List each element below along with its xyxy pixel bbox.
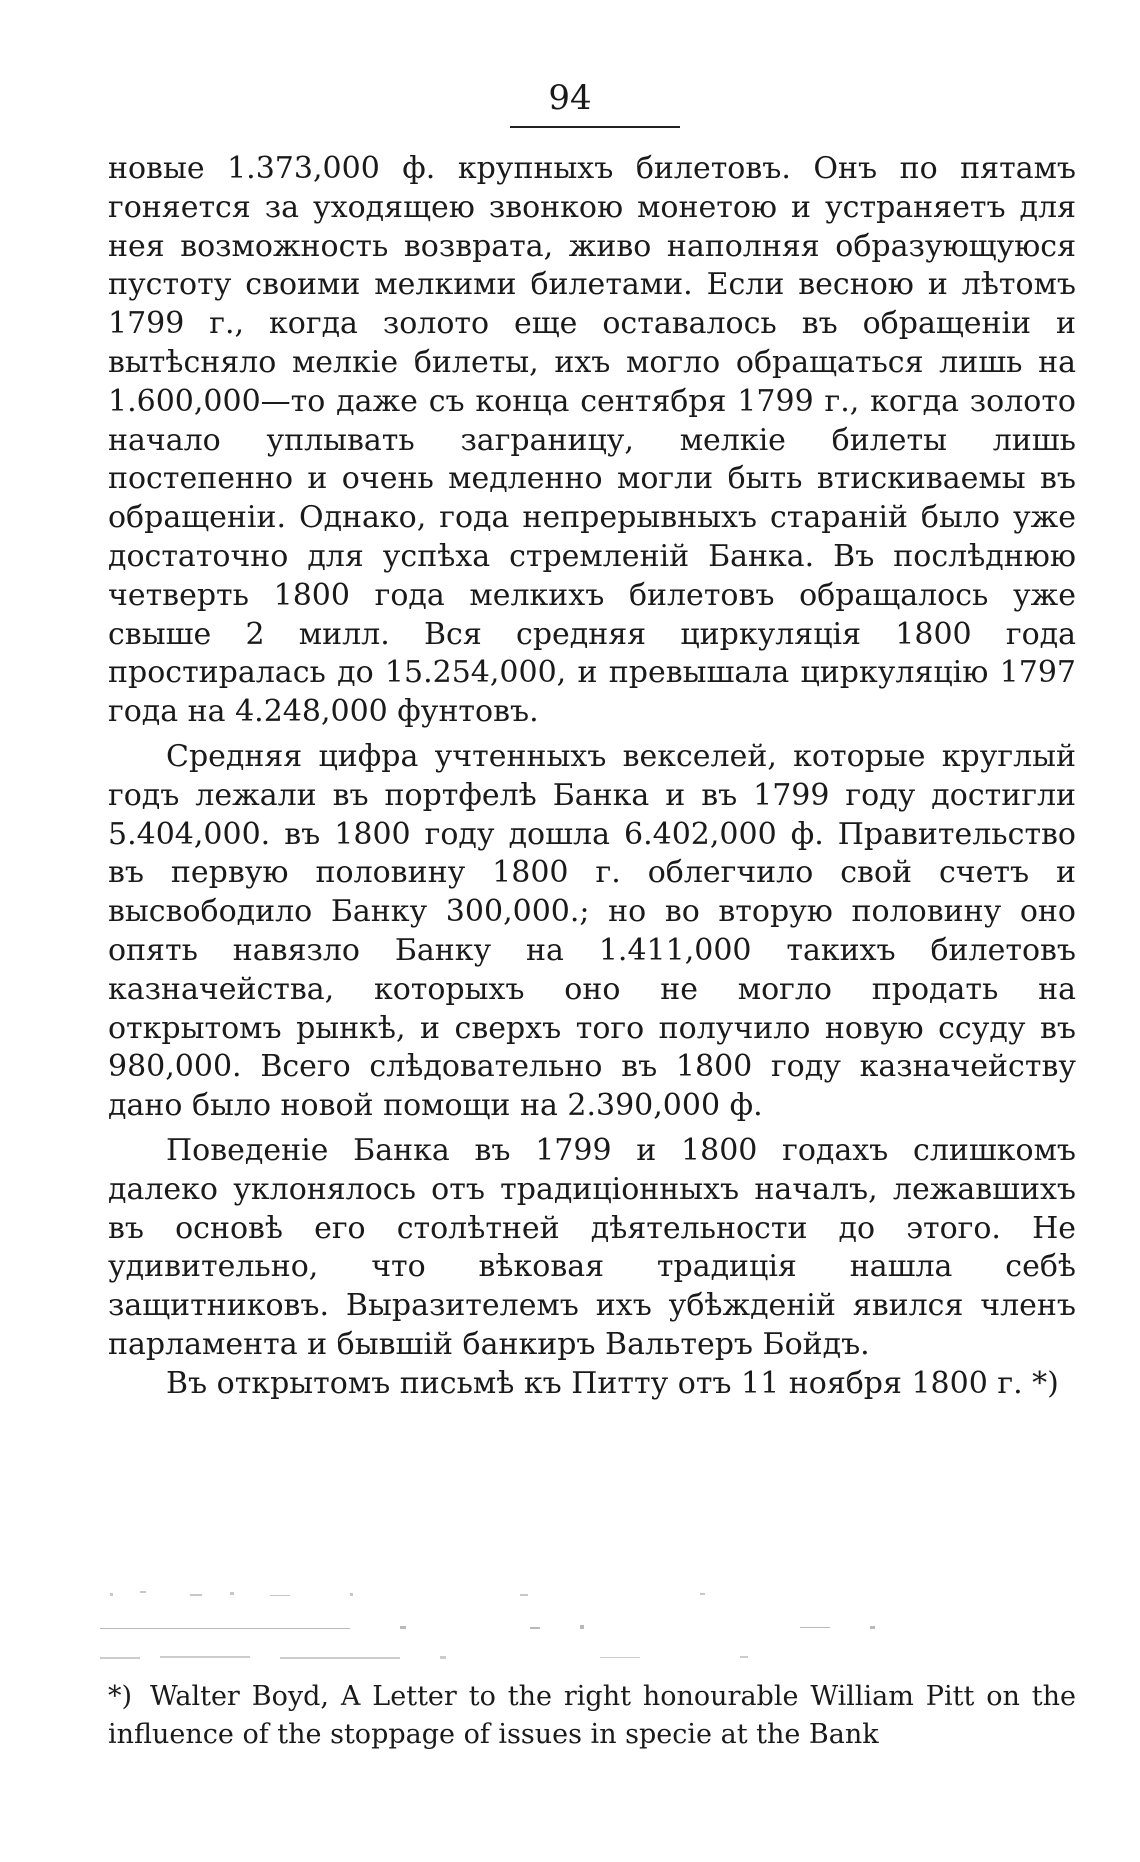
- page-header: [0, 78, 1140, 118]
- paragraph-1: новые 1.373,000 ф. крупныхъ билетовъ. Онъ по пятамъ гоняется за уходящею звонкою монетою и устраняетъ для нея возможность возврата, живо наполняя образующуюся пустоту своими мелкими билетами. Если весною и лѣтомъ 1799 г., когда золото еще оставалось въ обращеніи и вытѣсняло мелкіе билеты, ихъ могло обращаться лишь на 1.600,000—то даже съ конца сентября 1799 г., когда золото начало уплывать заграницу, мелкіе билеты лишь постепенно и очень медленно могли быть втискиваемы въ обращеніи. Однако, года непрерывныхъ стараній было уже достаточно для успѣха стремленій Банка. Въ послѣднюю четверть 1800 года мелкихъ билетовъ обращалось уже свыше 2 милл. Вся средняя циркуляція 1800 года простиралась до 15.254,000, и превышала циркуляцію 1797 года на 4.248,000 фунтовъ.: [108, 151, 1076, 730]
- header-rule: [510, 126, 680, 128]
- main-text: [108, 150, 1076, 1404]
- paragraph-3: Поведеніе Банка въ 1799 и 1800 годахъ слишкомъ далеко уклонялось отъ традиціонныхъ началъ, лежавшихъ въ основѣ его столѣтней дѣятельности до этого. Не удивительно, что вѣковая традиція нашла себѣ защитниковъ. Выразителемъ ихъ убѣжденій явился членъ парламента и бывшій банкиръ Вальтеръ Бойдъ.: [108, 1132, 1076, 1362]
- paragraph-2: Средняя цифра учтенныхъ векселей, которые круглый годъ лежали въ портфелѣ Банка и въ 1799 году достигли 5.404,000. въ 1800 году дошла 6.402,000 ф. Правительство въ первую половину 1800 г. облегчило свой счетъ и высвободило Банку 300,000.; но во вторую половину оно опять навязло Банку на 1.411,000 такихъ билетовъ казначейства, которыхъ оно не могло продать на открытомъ рынкѣ, и сверхъ того получило новую ссуду въ 980,000. Всего слѣдовательно въ 1800 году казначейству дано было новой помощи на 2.390,000 ф.: [108, 738, 1076, 1124]
- scan-noise: [100, 1648, 1030, 1668]
- scan-noise: [100, 1585, 1030, 1605]
- footnote-marker: *): [108, 1681, 133, 1712]
- paragraph-4: Въ открытомъ письмѣ къ Питту отъ 11 ноября 1800 г. *): [166, 1365, 1059, 1401]
- footnote: [108, 1678, 1076, 1754]
- scan-noise: [100, 1618, 1030, 1638]
- footnote-text: Walter Boyd, A Letter to the right honourable William Pitt on the influence of the stoppage of issues in specie at the Bank: [108, 1681, 1076, 1750]
- page-number: 94: [548, 78, 592, 118]
